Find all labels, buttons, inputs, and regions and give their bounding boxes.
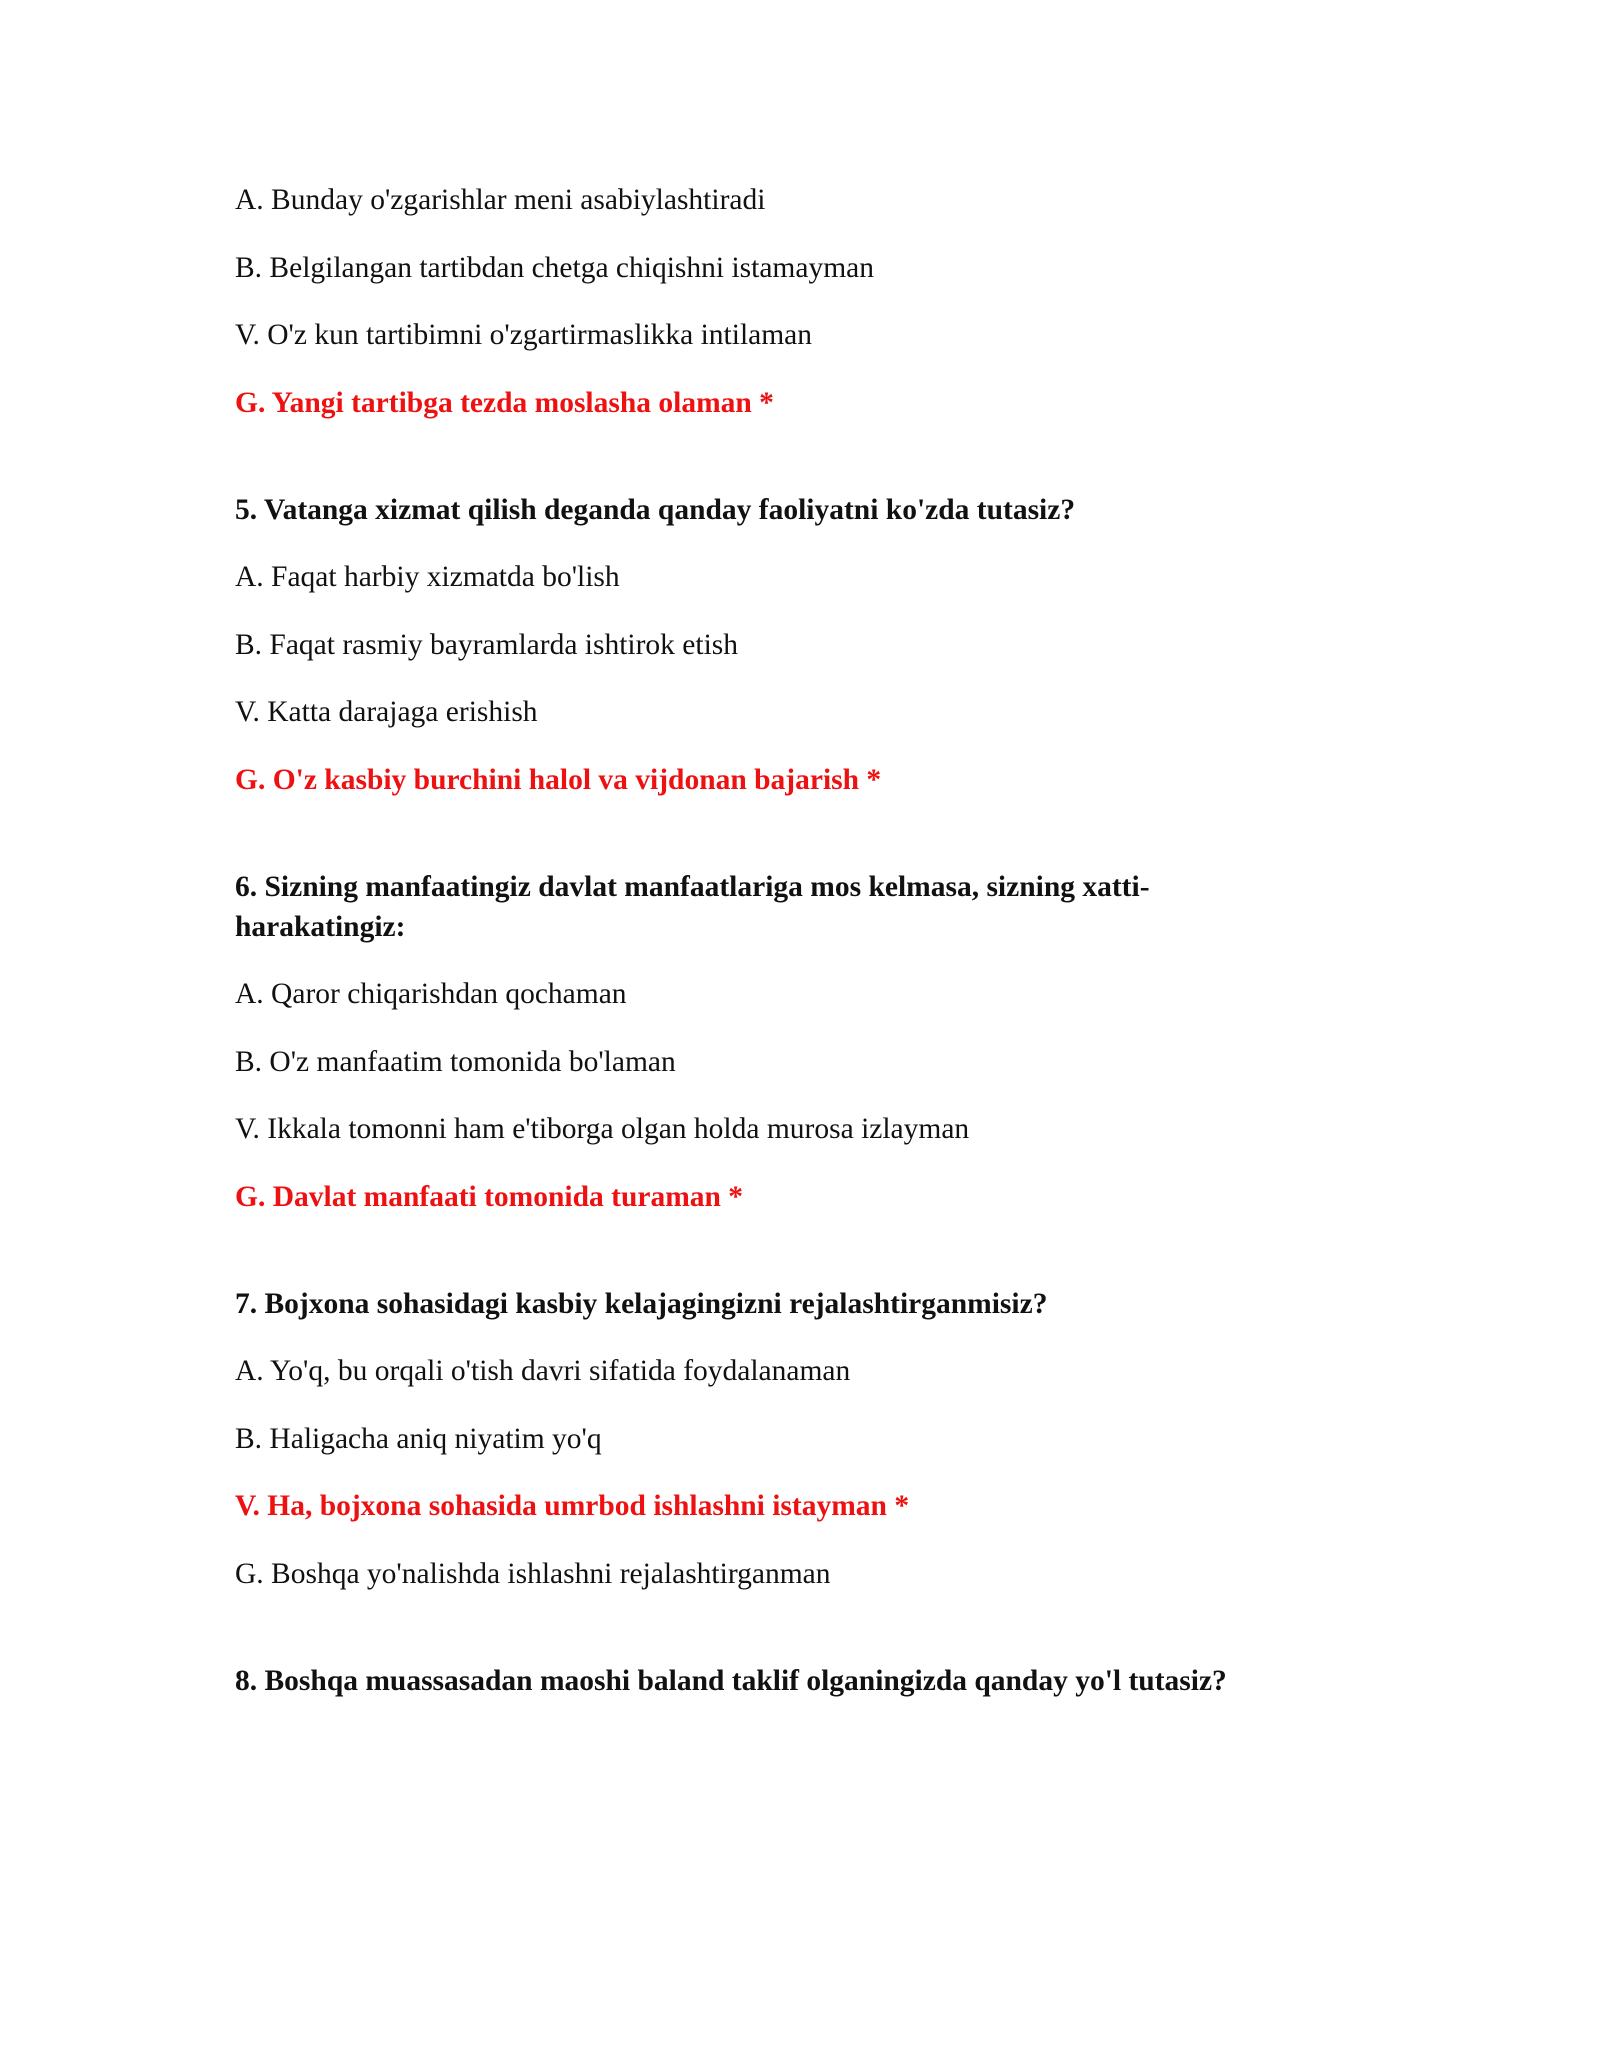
option: B. Faqat rasmiy bayramlarda ishtirok etish — [235, 628, 739, 661]
correct-option: V. Ha, bojxona sohasida umrbod ishlashni istayman * — [235, 1490, 910, 1522]
option: A. Faqat harbiy xizmatda bo'lish — [235, 561, 620, 593]
option: V. Ikkala tomonni ham e'tiborga olgan holda murosa izlayman — [235, 1113, 970, 1145]
question-block-5 — [235, 490, 1365, 800]
question-block-6 — [235, 867, 1365, 1217]
option: V. Katta darajaga erishish — [235, 696, 538, 728]
option: B. Haligacha aniq niyatim yo'q — [235, 1422, 602, 1455]
question-block-7 — [235, 1284, 1365, 1594]
correct-option: G. Yangi tartibga tezda moslasha olaman * — [235, 386, 774, 419]
document-page — [235, 180, 1365, 1728]
option: G. Boshqa yo'nalishda ishlashni rejalashtirganman — [235, 1557, 831, 1590]
option: B. O'z manfaatim tomonida bo'laman — [235, 1045, 676, 1078]
option: A. Bunday o'zgarishlar meni asabiylashtiradi — [235, 184, 766, 216]
question-block-8 — [235, 1661, 1365, 1701]
question-block-4-continued — [235, 180, 1365, 423]
option: A. Yo'q, bu orqali o'tish davri sifatida foydalanaman — [235, 1355, 851, 1387]
option: B. Belgilangan tartibdan chetga chiqishni istamayman — [235, 251, 875, 284]
option: V. O'z kun tartibimni o'zgartirmaslikka intilaman — [235, 319, 813, 351]
correct-option: G. Davlat manfaati tomonida turaman * — [235, 1180, 744, 1213]
question-title: 8. Boshqa muassasadan maoshi baland taklif olganingizda qanday yo'l tutasiz? — [235, 1664, 1227, 1697]
question-title: 5. Vatanga xizmat qilish deganda qanday faoliyatni ko'zda tutasiz? — [235, 493, 1076, 526]
correct-option: G. O'z kasbiy burchini halol va vijdonan bajarish * — [235, 763, 882, 796]
question-title: 6. Sizning manfaatingiz davlat manfaatlariga mos kelmasa, sizning xatti-harakatingiz: — [235, 870, 1150, 943]
question-title: 7. Bojxona sohasidagi kasbiy kelajagingizni rejalashtirganmisiz? — [235, 1287, 1048, 1320]
option: A. Qaror chiqarishdan qochaman — [235, 978, 627, 1010]
